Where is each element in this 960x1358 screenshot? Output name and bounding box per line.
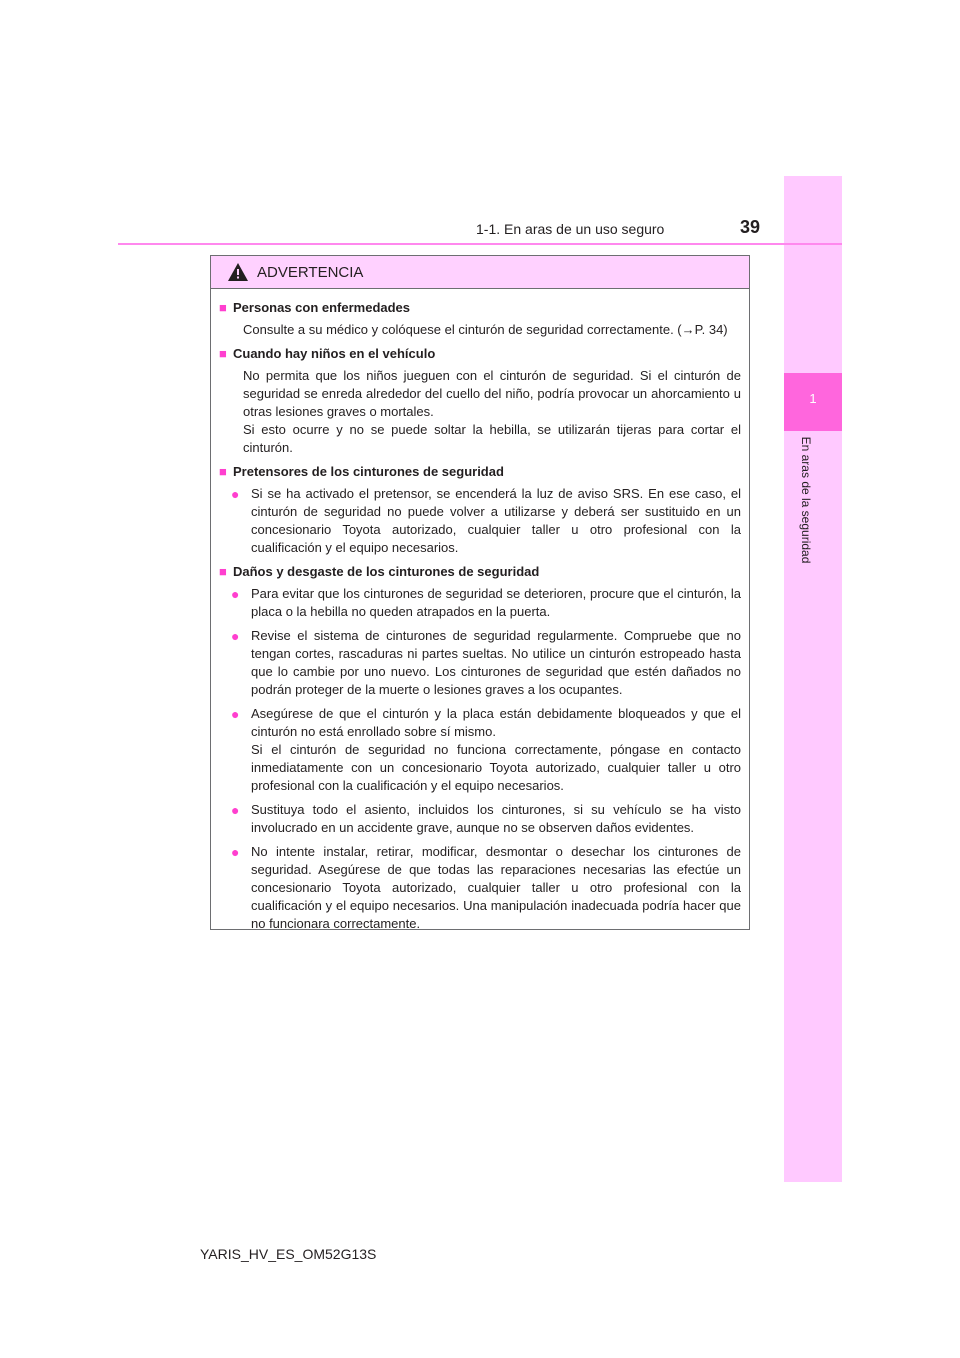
warning-paragraph: Consulte a su médico y colóquese el cinturón de seguridad correctamente. (→P. 34) <box>243 322 728 337</box>
bullet-item <box>231 485 741 557</box>
warning-item-heading <box>219 563 741 581</box>
bullet-text: No intente instalar, retirar, modificar, desmontar o desechar los cinturones de seguridad. Asegúrese de que todas las reparaciones necesarias las efectúe un concesionario Toyota autorizado, cualquier taller u otro profesional con la cualificación y el equipo necesarios. Una manipulación inadecuada podría hacer que no funcionara correctamente. <box>251 844 741 931</box>
warning-body <box>211 289 749 933</box>
bullet-item <box>231 585 741 621</box>
heading-text: Cuando hay niños en el vehículo <box>233 346 436 361</box>
bullet-text: Si se ha activado el pretensor, se encenderá la luz de aviso SRS. En ese caso, el cinturón de seguridad no puede volver a utilizarse y deberá ser sustituido en un concesionario Toyota autorizado, cualquier taller u otro profesional con la cualificación y el equipo necesarios. <box>251 486 741 555</box>
warning-item <box>219 563 741 933</box>
page-number: 39 <box>740 217 761 237</box>
warning-paragraph: Si esto ocurre y no se puede soltar la hebilla, se utilizarán tijeras para cortar el cinturón. <box>243 422 741 455</box>
circle-bullet-icon: ● <box>231 844 240 860</box>
warning-title: ADVERTENCIA <box>257 263 364 281</box>
heading-text: Pretensores de los cinturones de seguridad <box>233 464 504 479</box>
bullet-text: Asegúrese de que el cinturón y la placa están debidamente bloqueados y que el cinturón no está enrollado sobre sí mismo. Si el cinturón de seguridad no funciona correctamente, póngase en contacto inmediatamente con un concesionario Toyota autorizado, cualquier taller u otro profesional con la cualificación y el equipo necesarios. <box>251 706 741 793</box>
header-rule <box>118 243 842 245</box>
heading-text: Daños y desgaste de los cinturones de seguridad <box>233 564 540 579</box>
heading-text: Personas con enfermedades <box>233 300 411 315</box>
square-bullet-icon: ■ <box>219 346 227 361</box>
bullet-item <box>231 801 741 837</box>
circle-bullet-icon: ● <box>231 486 240 502</box>
circle-bullet-icon: ● <box>231 586 240 602</box>
circle-bullet-icon: ● <box>231 706 240 722</box>
bullet-item <box>231 627 741 699</box>
bullet-item <box>231 843 741 933</box>
bullet-text: Para evitar que los cinturones de seguridad se deterioren, procure que el cinturón, la placa o la hebilla no queden atrapados en la puerta. <box>251 586 741 619</box>
section-title: 1-1. En aras de un uso seguro <box>476 221 665 237</box>
warning-box <box>210 255 750 930</box>
warning-item-heading <box>219 463 741 481</box>
warning-triangle-icon <box>227 262 249 282</box>
square-bullet-icon: ■ <box>219 464 227 479</box>
chapter-number: 1 <box>809 391 817 406</box>
bullet-item <box>231 705 741 795</box>
chapter-side-tab <box>784 176 842 1182</box>
warning-header <box>211 256 749 289</box>
chapter-title: En aras de la seguridad <box>799 436 813 564</box>
warning-item <box>219 299 741 339</box>
bullet-text: Sustituya todo el asiento, incluidos los cinturones, si su vehículo se ha visto involucrado en un accidente grave, aunque no se observen daños evidentes. <box>251 802 741 835</box>
warning-paragraph: No permita que los niños jueguen con el cinturón de seguridad. Si el cinturón de seguridad se enreda alrededor del cuello del niño, podría provocar un ahorcamiento u otras lesiones graves o mortales. <box>243 368 741 419</box>
circle-bullet-icon: ● <box>231 628 240 644</box>
warning-item-heading <box>219 345 741 363</box>
warning-item-heading <box>219 299 741 317</box>
square-bullet-icon: ■ <box>219 300 227 315</box>
document-code: YARIS_HV_ES_OM52G13S <box>200 1246 377 1262</box>
bullet-text: Revise el sistema de cinturones de seguridad regularmente. Compruebe que no tengan cortes, rascaduras ni partes sueltas. No utilice un cinturón estropeado hasta que lo cambie por uno nuevo. Los cinturones de seguridad que estén dañados no podrán proteger de la muerte o lesiones graves a los ocupantes. <box>251 628 741 697</box>
warning-item <box>219 345 741 457</box>
warning-item <box>219 463 741 557</box>
square-bullet-icon: ■ <box>219 564 227 579</box>
circle-bullet-icon: ● <box>231 802 240 818</box>
